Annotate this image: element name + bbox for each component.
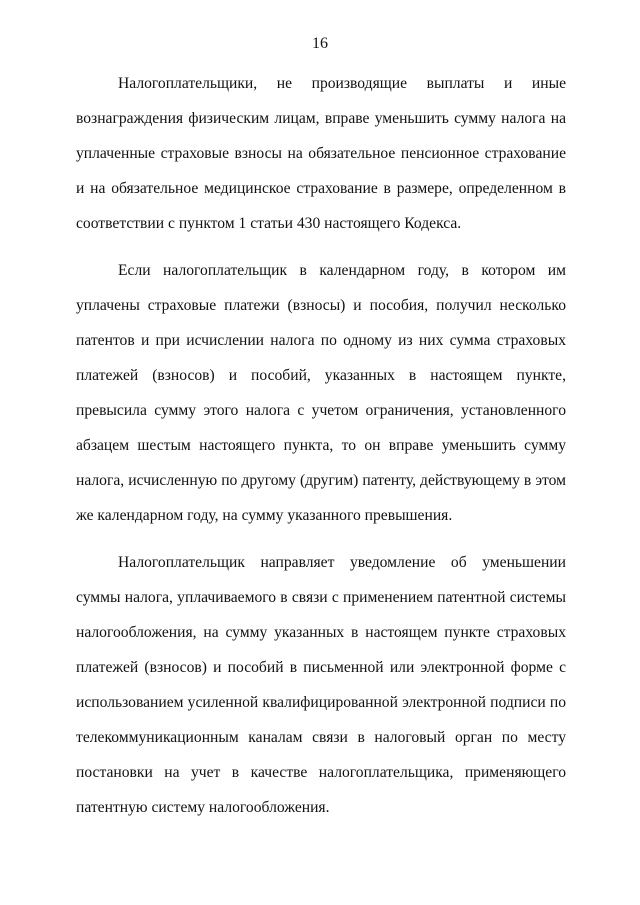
- paragraph-1: Налогоплательщики, не производящие выплаты и иные вознаграждения физическим лицам, вправе уменьшить сумму налога на уплаченные страховые взносы на обязательное пенсионное страхование и на обязательное медицинское страхование в размере, определенном в соответствии с пунктом 1 статьи 430 настоящего Кодекса.: [76, 75, 566, 232]
- paragraph-2: Если налогоплательщик в календарном году, в котором им уплачены страховые платежи (взносы) и пособия, получил несколько патентов и при исчислении налога по одному из них сумма страховых платежей (взносов) и пособий, указанных в настоящем пункте, превысила сумму этого налога с учетом ограничения, установленного абзацем шестым настоящего пункта, то он вправе уменьшить сумму налога, исчисленную по другому (другим) патенту, действующему в этом же календарном году, на сумму указанного превышения.: [76, 262, 566, 524]
- paragraph-3: Налогоплательщик направляет уведомление об уменьшении суммы налога, уплачиваемого в связи с применением патентной системы налогообложения, на сумму указанных в настоящем пункте страховых платежей (взносов) и пособий в письменной или электронной форме с использованием усиленной квалифицированной электронной подписи по телекоммуникационным каналам связи в налоговый орган по месту постановки на учет в качестве налогоплательщика, применяющего патентную систему налогообложения.: [76, 554, 566, 816]
- document-body: [76, 66, 566, 837]
- page-number: 16: [312, 35, 328, 52]
